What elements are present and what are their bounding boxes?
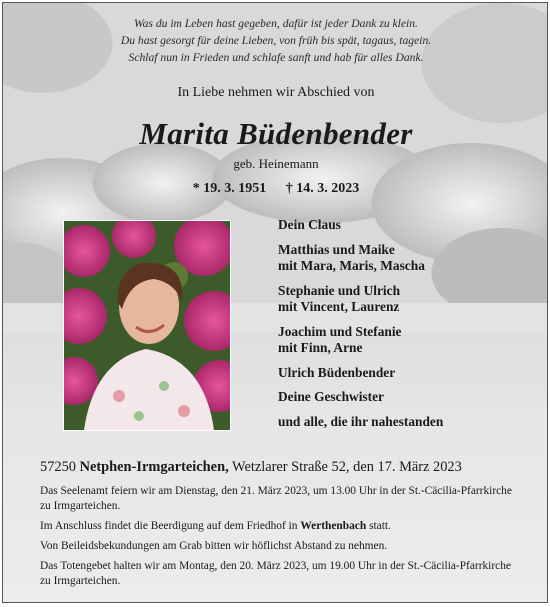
burial-text: Im Anschluss findet die Beerdigung auf dem Friedhof in — [40, 520, 298, 532]
portrait-photo — [63, 220, 231, 431]
obituary-notice — [2, 2, 548, 603]
mourner-entry: Joachim und Stefanie mit Finn, Arne — [278, 323, 402, 355]
mourner-entry: und alle, die ihr nahestanden — [278, 413, 444, 429]
poem-line: Schlaf nun in Frieden und schlafe sanft und hab für alles Dank. — [128, 51, 424, 64]
condolence-note: Von Beileidsbekundungen am Grab bitten wir höflichst Abstand zu nehmen. — [40, 540, 388, 552]
death-date: † 14. 3. 2023 — [285, 181, 360, 196]
mourners-list — [278, 217, 528, 438]
requiem-info: Das Seelenamt feiern wir am Dienstag, den 21. März 2023, um 13.00 Uhr in der St.-Cäcilia-Pfarrkirche zu Irmgarteichen. — [40, 485, 512, 512]
mourner-entry: Stephanie und Ulrich mit Vincent, Laurenz — [278, 282, 401, 314]
burial-text-end: statt. — [369, 520, 391, 532]
mourner-entry: Matthias und Maike mit Mara, Maris, Mascha — [278, 241, 425, 273]
poem — [3, 15, 548, 66]
mourner-entry: Deine Geschwister — [278, 389, 384, 404]
address-line — [40, 459, 462, 476]
maiden-name: geb. Heinemann — [233, 156, 319, 171]
service-info — [40, 484, 520, 594]
prayer-info: Das Totengebet halten wir am Montag, den 20. März 2023, um 19.00 Uhr in der St.-Cäcilia-Pfarrkirche zu Irmgarteichen. — [40, 560, 511, 587]
poem-line: Du hast gesorgt für deine Lieben, von früh bis spät, tagaus, tagein. — [120, 34, 432, 47]
address-zip: 57250 — [40, 459, 76, 475]
farewell-intro: In Liebe nehmen wir Abschied von — [177, 85, 375, 100]
birth-date: * 19. 3. 1951 — [192, 181, 267, 196]
mourner-entry: Dein Claus — [278, 217, 341, 232]
burial-info — [40, 519, 520, 534]
life-dates — [3, 181, 548, 197]
poem-line: Was du im Leben hast gegeben, dafür ist jeder Dank zu klein. — [134, 17, 418, 30]
deceased-name: Marita Büdenbender — [139, 116, 413, 151]
address-street-date: Wetzlarer Straße 52, den 17. März 2023 — [232, 459, 462, 475]
address-town: Netphen-Irmgarteichen, — [79, 459, 229, 475]
mourner-entry: Ulrich Büdenbender — [278, 364, 396, 380]
burial-place: Werthenbach — [300, 520, 367, 532]
